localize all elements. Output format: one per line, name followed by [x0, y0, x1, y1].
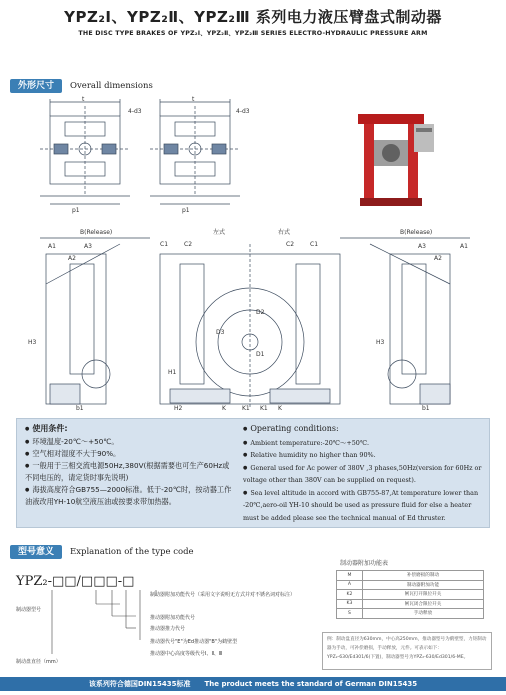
type-label-brake: 制动器型号	[16, 607, 42, 613]
condition-en-1: ● Ambient temperature:-20℃～+50℃.	[243, 437, 485, 450]
type-section-header	[10, 544, 310, 560]
type-label-en: Explanation of the type code	[70, 547, 194, 557]
dim-label-4d3-2: 4-d3	[236, 108, 250, 115]
type-expl-4: 推动器代号"E"为Ed推动器"B"为鹤壁型	[150, 639, 238, 645]
function-table-title: 制动器附加功能表	[340, 560, 389, 567]
label-k-right: K	[278, 405, 282, 412]
footer-cn: 该系列符合德国DIN15435标准	[88, 680, 191, 688]
label-b1-right: b1	[422, 405, 430, 412]
conditions-panel	[16, 418, 490, 528]
label-a3-left: A3	[84, 243, 92, 250]
type-expl-2: 推动器附加功能代号	[150, 615, 196, 621]
dim-label-4d3-1: 4-d3	[128, 108, 142, 115]
dim-label-t-2: t	[192, 96, 195, 103]
label-b1-left: b1	[76, 405, 84, 412]
label-left-type: 左式	[213, 229, 226, 236]
side-view-drawings	[10, 224, 500, 412]
table-row: M 补偿磨损的制动	[337, 571, 484, 581]
conditions-cn	[25, 423, 233, 508]
dimensions-label-en: Overall dimensions	[70, 81, 153, 91]
type-code: YPZ₂-□□/□□□-□	[16, 574, 135, 589]
table-row: A 制动器附加功能	[337, 580, 484, 590]
dimensions-section-header	[10, 78, 310, 94]
label-k1-right: K1	[260, 405, 268, 412]
label-d3: D3	[216, 329, 225, 336]
type-label-cn: 型号意义	[10, 545, 62, 559]
label-a2-right: A2	[434, 255, 442, 262]
function-table	[336, 570, 484, 619]
condition-en-4: ● Sea level altitude in accord with GB755-87,At temperature lower than -20℃,aero-oil YH-10 should be used as pressure fluid for else a heater must be added please see the technical manual of Ed thruster.	[243, 487, 485, 525]
label-a2-left: A2	[68, 255, 76, 262]
label-b-right: B(Release)	[400, 229, 433, 236]
example-note: 例：制动盘直径为630mm，中心高250mm，推动器型号为鹤壁型，力矩制动器为手动，可补偿磨损，手动释放，元件。可表示如下：YPZ₂-630/Ed301/6(下置)，制动器型号为YPZ₂-630/Ed301/6-ME。	[322, 632, 492, 670]
label-h3-left: H3	[28, 339, 37, 346]
page-subtitle: THE DISC TYPE BRAKES OF YPZ₂Ⅰ、YPZ₂Ⅱ、YPZ₂Ⅲ SERIES ELECTRO-HYDRAULIC PRESSURE ARM	[78, 30, 428, 37]
label-c2-right: C2	[286, 241, 295, 248]
condition-cn-1: ● 环境温度-20℃～+50℃。	[25, 436, 233, 448]
label-d2: D2	[256, 309, 265, 316]
label-c1-right: C1	[310, 241, 319, 248]
table-row: S 手动释放	[337, 609, 484, 619]
footer-bar	[0, 677, 506, 691]
condition-en-2: ● Relative humidity no higher than 90%.	[243, 449, 485, 462]
label-b-left: B(Release)	[80, 229, 113, 236]
conditions-head-cn: ● 使用条件:	[25, 423, 233, 435]
label-k1-left: K1	[242, 405, 250, 412]
dimensions-label-cn: 外形尺寸	[10, 79, 62, 93]
label-c1-left: C1	[160, 241, 169, 248]
condition-cn-4: ● 海拔高度符合GB755—2000标准。低于-20℃时，按动器工作油液改用YH-10航空液压油或按要求带加热器。	[25, 484, 233, 508]
condition-cn-2: ● 空气相对湿度不大于90%。	[25, 448, 233, 460]
label-right-type: 右式	[278, 229, 291, 236]
label-a3-right: A3	[418, 243, 426, 250]
dim-label-p1-1: p1	[72, 207, 80, 214]
label-d1: D1	[256, 351, 265, 358]
label-c2-left: C2	[184, 241, 193, 248]
label-h1: H1	[168, 369, 177, 376]
condition-en-3: ● General used for Ac power of 380V ,3 phases,50Hz(version for 60Hz or voltage other than 380V can be supplied on request).	[243, 462, 485, 487]
label-h2: H2	[174, 405, 183, 412]
label-a1-right: A1	[460, 243, 468, 250]
type-expl-5: 推动器中心高度等级代号Ⅰ、Ⅱ、Ⅲ	[150, 651, 223, 657]
footer-en: The product meets the standard of German DIN15435	[204, 680, 418, 688]
conditions-head-en: ● Operating conditions:	[243, 423, 485, 436]
dim-label-p1-2: p1	[182, 207, 190, 214]
page-title: YPZ₂Ⅰ、YPZ₂Ⅱ、YPZ₂Ⅲ 系列电力液压臂盘式制动器	[64, 8, 442, 26]
dim-label-t-1: t	[82, 96, 85, 103]
table-row: K3 闸瓦闭合限位开关	[337, 599, 484, 609]
conditions-en	[243, 423, 485, 524]
type-label-disc: 制动盘直径（mm）	[16, 659, 61, 665]
label-a1-left: A1	[48, 243, 56, 250]
label-h3-right: H3	[376, 339, 385, 346]
condition-cn-3: ● 一般用于三相交流电源50Hz,380V(根据需要也可生产60Hz或不同电压的，请定货时事先说明)	[25, 460, 233, 484]
type-expl-3: 推动器推力代号	[150, 626, 186, 632]
type-expl-1: 制动器附加功能代号（采用文字说明无方式并对不锈名词对标注）	[150, 592, 296, 598]
label-k-left: K	[222, 405, 226, 412]
table-row: K2 闸瓦打开限位开关	[337, 590, 484, 600]
brake-photo	[350, 100, 440, 210]
